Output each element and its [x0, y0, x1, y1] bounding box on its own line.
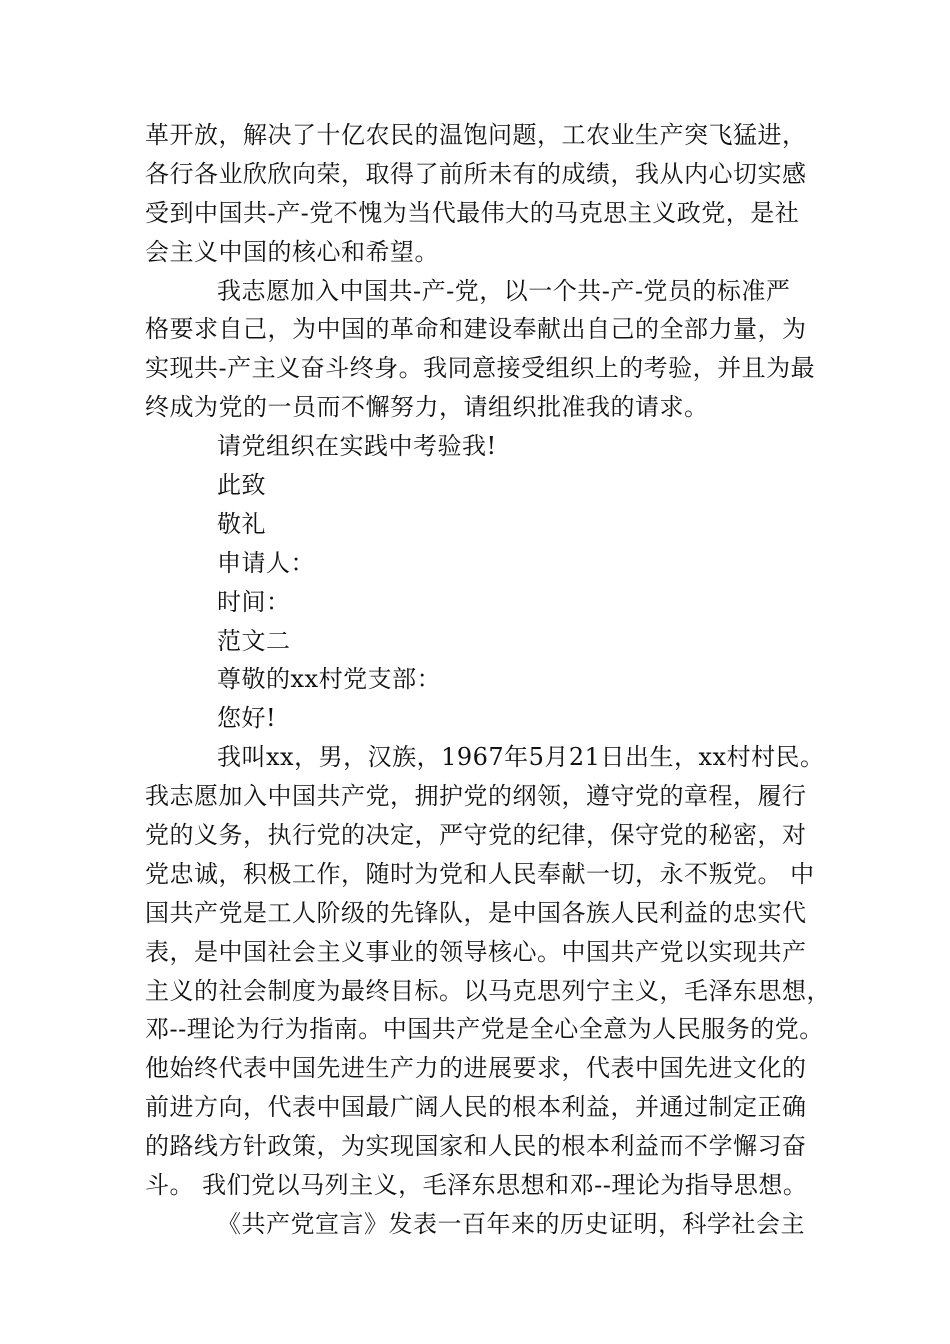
- text-line: 时间：: [217, 587, 291, 616]
- text-line: 范文二: [217, 626, 291, 655]
- document-body: [145, 116, 831, 1244]
- text-line: 受到中国共-产-党不愧为当代最伟大的马克思主义政党，是社: [145, 198, 800, 227]
- text-line: 各行各业欣欣向荣，取得了前所未有的成绩，我从内心切实感: [145, 159, 807, 188]
- text-line: 国共产党是工人阶级的先锋队，是中国各族人民利益的忠实代: [145, 898, 807, 927]
- text-line: 主义的社会制度为最终目标。以马克思列宁主义，毛泽东思想，: [145, 976, 831, 1005]
- text-line: 请党组织在实践中考验我!: [217, 432, 497, 461]
- text-line: 尊敬的xx村党支部：: [217, 665, 442, 694]
- text-line: 斗。 我们党以马列主义，毛泽东思想和邓--理论为指导思想。: [145, 1171, 808, 1200]
- text-line: 前进方向，代表中国最广阔人民的根本利益，并通过制定正确: [145, 1093, 807, 1122]
- text-line: 的路线方针政策，为实现国家和人民的根本利益而不学懈习奋: [145, 1132, 807, 1161]
- text-line: 格要求自己，为中国的革命和建设奉献出自己的全部力量，为: [145, 315, 807, 344]
- text-line: 表，是中国社会主义事业的领导核心。中国共产党以实现共产: [145, 937, 807, 966]
- text-line: 实现共-产主义奋斗终身。我同意接受组织上的考验，并且为最: [145, 354, 816, 383]
- text-line: 邓--理论为行为指南。中国共产党是全心全意为人民服务的党。: [145, 1015, 824, 1044]
- text-line: 我叫xx，男，汉族，1967年5月21日出生，xx村村民。: [217, 743, 825, 772]
- text-line: 此致: [217, 471, 266, 500]
- text-line: 他始终代表中国先进生产力的进展要求，代表中国先进文化的: [145, 1054, 807, 1083]
- text-line: 党的义务，执行党的决定，严守党的纪律，保守党的秘密，对: [145, 821, 807, 850]
- text-line: 《共产党宣言》发表一百年来的历史证明，科学社会主: [217, 1209, 805, 1238]
- text-line: 党忠诚，积极工作，随时为党和人民奉献一切，永不叛党。 中: [145, 859, 815, 888]
- text-line: 我志愿加入中国共产党，拥护党的纲领，遵守党的章程，履行: [145, 782, 807, 811]
- text-line: 会主义中国的核心和希望。: [145, 237, 439, 266]
- text-line: 您好!: [217, 704, 277, 733]
- text-line: 终成为党的一员而不懈努力，请组织批准我的请求。: [145, 393, 709, 422]
- text-line: 申请人：: [217, 548, 315, 577]
- text-line: 敬礼: [217, 509, 266, 538]
- text-line: 革开放，解决了十亿农民的温饱问题，工农业生产突飞猛进，: [145, 121, 807, 149]
- text-line: 我志愿加入中国共-产-党，以一个共-产-党员的标准严: [217, 276, 791, 305]
